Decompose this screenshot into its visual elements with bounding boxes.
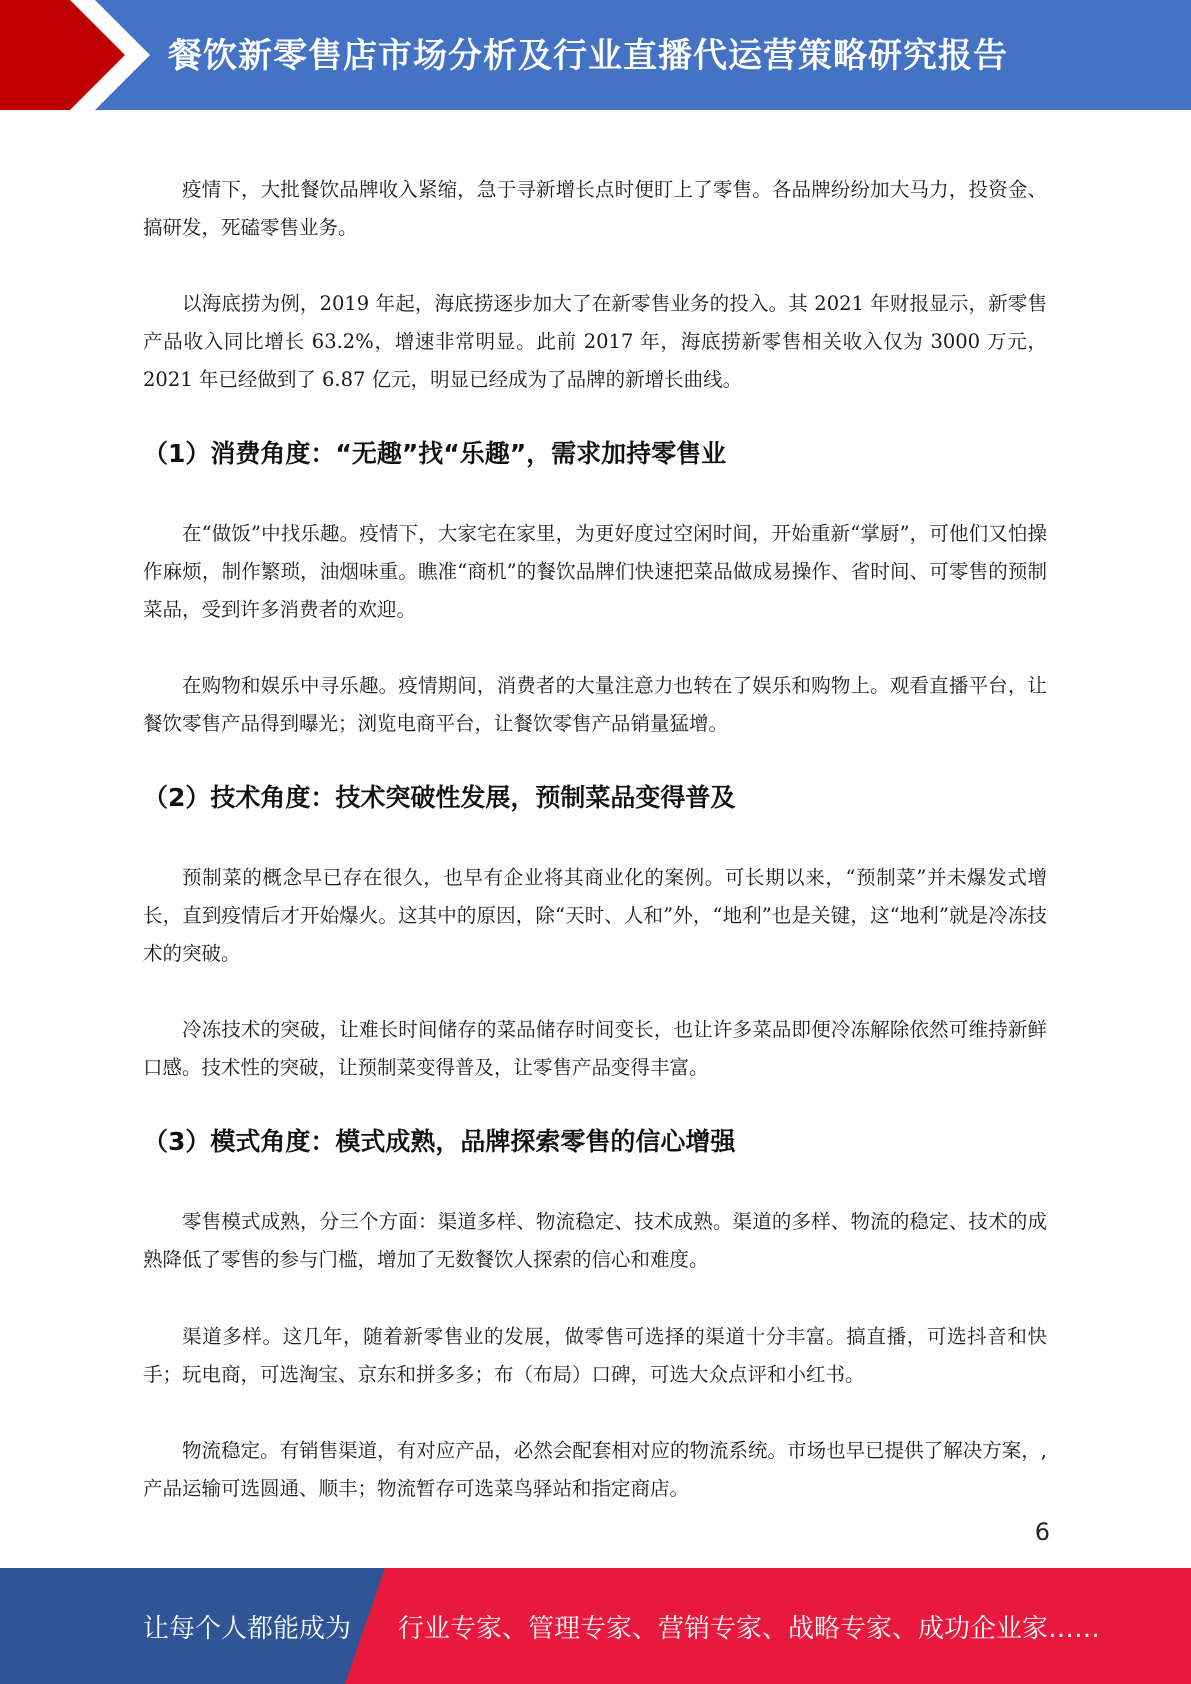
paragraph-intro: 疫情下，大批餐饮品牌收入紧缩，急于寻新增长点时便盯上了零售。各品牌纷纷加大马力，投资金、搞研发，死磕零售业务。 [143,178,1047,239]
section-heading-technology: （2）技术角度：技术突破性发展，预制菜品变得普及 [143,783,736,812]
paragraph-channels: 渠道多样。这几年，随着新零售业的发展，做零售可选择的渠道十分丰富。搞直播，可选抖音和快手；玩电商，可选淘宝、京东和拼多多；布（布局）口碑，可选大众点评和小红书。 [143,1325,1047,1386]
paragraph-shopping-fun: 在购物和娱乐中寻乐趣。疫情期间，消费者的大量注意力也转在了娱乐和购物上。观看直播平台，让餐饮零售产品得到曝光；浏览电商平台，让餐饮零售产品销量猛增。 [143,674,1047,735]
paragraph-prepared-dishes: 预制菜的概念早已存在很久，也早有企业将其商业化的案例。可长期以来，“预制菜”并未爆发式增长，直到疫情后才开始爆火。这其中的原因，除“天时、人和”外，“地利”也是关键，这“地利”就是冷冻技术的突破。 [143,866,1047,965]
section-heading-consumption: （1）消费角度：“无趣”找“乐趣”，需求加持零售业 [143,439,727,468]
header-banner [0,0,1191,110]
paragraph-logistics: 物流稳定。有销售渠道，有对应产品，必然会配套相对应的物流系统。市场也早已提供了解决方案，,产品运输可选圆通、顺丰；物流暂存可选菜鸟驿站和指定商店。 [143,1439,1047,1500]
paragraph-freezing-tech: 冷冻技术的突破，让难长时间储存的菜品储存时间变长，也让许多菜品即便冷冻解除依然可维持新鲜口感。技术性的突破，让预制菜变得普及，让零售产品变得丰富。 [143,1018,1047,1079]
paragraph-haidilao-example: 以海底捞为例，2019 年起，海底捞逐步加大了在新零售业务的投入。其 2021 年财报显示，新零售产品收入同比增长 63.2%，增速非常明显。此前 2017 年，海底捞新零售相关收入仅为 3000 万元，2021 年已经做到了 6.87 亿元，明显已经成为了品牌的新增长曲线。 [143,292,1047,391]
page-number: 6 [1034,1518,1050,1546]
paragraph-mode-mature: 零售模式成熟，分三个方面：渠道多样、物流稳定、技术成熟。渠道的多样、物流的稳定、技术的成熟降低了零售的参与门槛，增加了无数餐饮人探索的信心和难度。 [143,1210,1047,1271]
section-heading-mode: （3）模式角度：模式成熟，品牌探索零售的信心增强 [143,1127,736,1156]
report-title: 餐饮新零售店市场分析及行业直播代运营策略研究报告 [168,36,1008,76]
paragraph-cooking-fun: 在“做饭”中找乐趣。疫情下，大家宅在家里，为更好度过空闲时间，开始重新“掌厨”，可他们又怕操作麻烦，制作繁琐，油烟味重。瞧准“商机”的餐饮品牌们快速把菜品做成易操作、省时间、可零售的预制菜品，受到许多消费者的欢迎。 [143,522,1047,621]
footer-slogan-right: 行业专家、管理专家、营销专家、战略专家、成功企业家…… [398,1614,1101,1644]
footer-slogan-left: 让每个人都能成为 [143,1614,352,1644]
footer-banner [0,1568,1191,1684]
